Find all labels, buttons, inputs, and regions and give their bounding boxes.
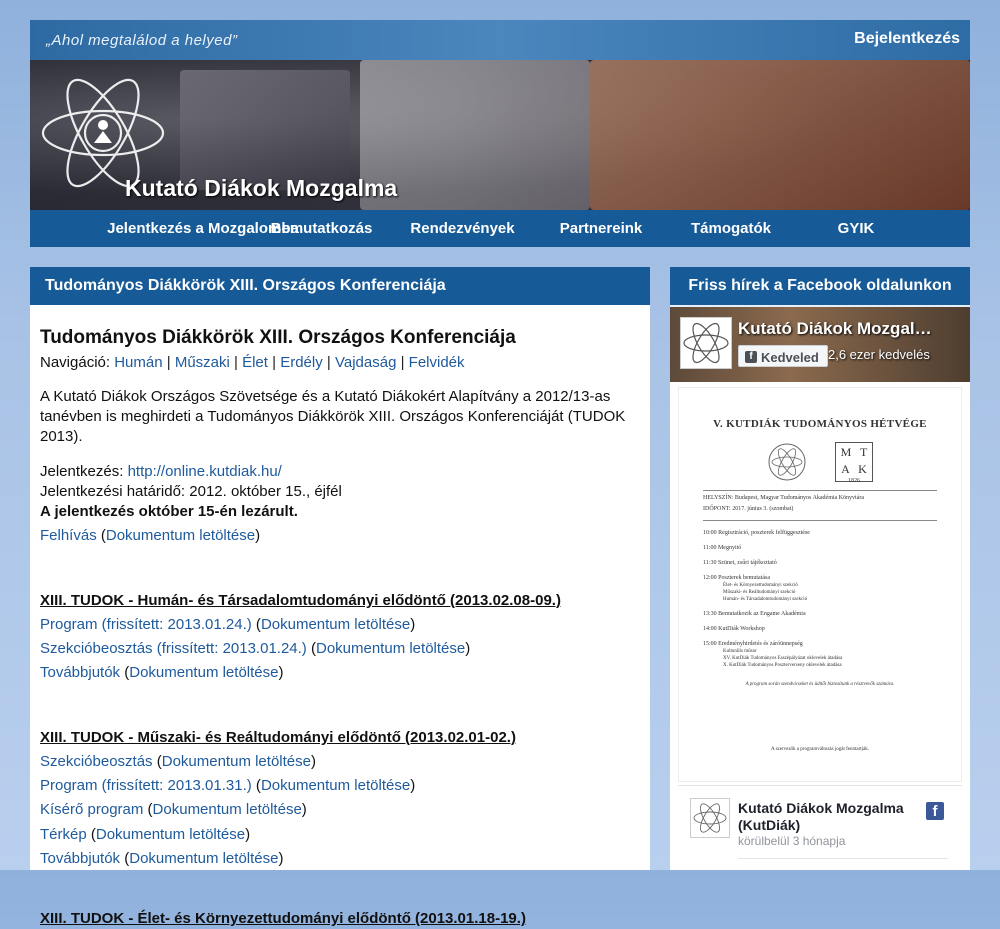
list-item: Program (frissített: 2013.01.24.) (Dokumentum letöltése) bbox=[40, 615, 416, 633]
poster-footer: A szervezők a programváltozás jogát fenntartják. bbox=[770, 747, 869, 752]
facebook-widget bbox=[670, 307, 970, 870]
registration-label: Jelentkezés: bbox=[40, 462, 124, 480]
nav-item-about[interactable]: Bemutatkozás bbox=[270, 220, 373, 237]
poster-program-sub: Élet- és Környezettudományi szekció bbox=[723, 583, 798, 588]
fb-cover-photo bbox=[670, 307, 970, 382]
poster-program-row: 13:30 Bemutatkozik az Engame Akadémia bbox=[703, 611, 806, 617]
fb-page-name[interactable]: Kutató Diákok Mozgal… bbox=[738, 319, 932, 338]
article bbox=[30, 305, 650, 929]
nav-item-events[interactable]: Rendezvények bbox=[410, 220, 515, 237]
poster-program-sub: X. KutDiák Tudományos Poszterverseny oklevelek átadása bbox=[723, 663, 842, 668]
sidebar-box-title: Friss hírek a Facebook oldalunkon bbox=[670, 267, 970, 305]
poster-logos bbox=[679, 442, 961, 482]
header-top-strip bbox=[30, 20, 970, 60]
section-title-muszaki: XIII. TUDOK - Műszaki- és Reáltudományi elődöntő (2013.02.01-02.) bbox=[40, 728, 516, 746]
fb-post-page-name[interactable] bbox=[738, 800, 904, 834]
main-content-box bbox=[30, 267, 650, 928]
nav-item-faq[interactable]: GYIK bbox=[837, 220, 875, 237]
poster-program-row: 11:30 Szünet, zsűri tájékoztató bbox=[703, 560, 777, 566]
fb-post-divider bbox=[738, 858, 948, 859]
fb-page-logo[interactable] bbox=[680, 317, 732, 369]
poster-program-row: 12:00 Poszterek bemutatása bbox=[703, 575, 770, 581]
nav-item-join[interactable]: Jelentkezés a Mozgalomba bbox=[107, 220, 299, 237]
poster-program-row: 15:00 Eredményhirdetés és záróünnepség bbox=[703, 641, 803, 647]
nav-link-muszaki[interactable]: Műszaki bbox=[174, 353, 230, 371]
fb-like-button[interactable] bbox=[738, 345, 828, 367]
nav-link-vajdasag[interactable]: Vajdaság bbox=[334, 353, 397, 371]
poster-title: V. KUTDIÁK TUDOMÁNYOS HÉTVÉGE bbox=[713, 418, 927, 430]
navigation-label: Navigáció: bbox=[40, 353, 111, 371]
fb-post-avatar[interactable] bbox=[690, 798, 730, 838]
fb-like-label: Kedveled bbox=[761, 349, 819, 365]
header-banner-image bbox=[30, 60, 970, 210]
download-link[interactable]: Dokumentum letöltése bbox=[152, 801, 302, 819]
download-link[interactable]: Dokumentum letöltése bbox=[260, 615, 411, 633]
poster-program-row: 14:00 KutDiák Workshop bbox=[703, 626, 765, 632]
nav-link-human[interactable]: Humán bbox=[114, 353, 163, 371]
section-title-elet: XIII. TUDOK - Élet- és Környezettudományi elődöntő (2013.01.18-19.) bbox=[40, 910, 526, 928]
download-link[interactable]: Dokumentum letöltése bbox=[129, 664, 279, 682]
nav-item-sponsors[interactable]: Támogatók bbox=[690, 220, 771, 237]
poster-program-sub: Műszaki- és Reáltudományi szekció bbox=[723, 590, 796, 595]
mtak-label: M T A K bbox=[840, 445, 868, 476]
list-item: Program (frissített: 2013.01.31.) (Dokumentum letöltése) bbox=[40, 777, 416, 795]
section-link[interactable]: Kísérő program bbox=[40, 801, 144, 819]
site-slogan: „Ahol megtalálod a helyed” bbox=[46, 32, 238, 49]
poster-divider bbox=[703, 490, 937, 491]
section-link[interactable]: Továbbjutók bbox=[40, 664, 121, 682]
atom-logo-icon bbox=[767, 442, 807, 482]
poster-program-row: 10:00 Regisztráció, poszterek felfüggesztése bbox=[703, 530, 810, 536]
atom-logo-icon bbox=[681, 318, 731, 368]
facebook-icon: f bbox=[745, 351, 757, 363]
poster-program-sub: Humán- és Társadalomtudományi szekció bbox=[723, 597, 808, 602]
list-item: Térkép (Dokumentum letöltése) bbox=[40, 825, 251, 843]
fb-likes-count: 2,6 ezer kedvelés bbox=[828, 347, 930, 362]
intro-paragraph: A Kutató Diákok Országos Szövetsége és a Kutató Diákokért Alapítvány a 2012/13-as tanévben is meghirdeti a Tudományos Diákkörök XIII. Országos Konferenciáját (TUDOK 2013). bbox=[40, 387, 626, 446]
poster-note: A program során szendvicseket és üdítőt biztosítunk a résztvevők számára. bbox=[745, 682, 895, 687]
section-title-human: XIII. TUDOK - Humán- és Társadalomtudományi elődöntő (2013.02.08-09.) bbox=[40, 591, 561, 609]
facebook-icon[interactable]: f bbox=[926, 802, 944, 820]
mtak-year: 1826 bbox=[848, 478, 860, 484]
fb-post-timestamp[interactable]: körülbelül 3 hónapja bbox=[738, 834, 846, 848]
download-link[interactable]: Dokumentum letöltése bbox=[315, 640, 466, 658]
section-link[interactable]: Továbbjutók bbox=[40, 849, 121, 867]
fb-post-name-line1: Kutató Diákok Mozgalma bbox=[738, 800, 904, 816]
download-link[interactable]: Dokumentum letöltése bbox=[129, 849, 279, 867]
list-item: Szekcióbeosztás (frissített: 2013.01.24.) (Dokumentum letöltése) bbox=[40, 640, 471, 658]
poster-date: IDŐPONT: 2017. június 3. (szombat) bbox=[703, 506, 794, 512]
mtak-logo-icon bbox=[835, 442, 873, 482]
poster-program-sub: Kulturális műsor bbox=[723, 649, 757, 654]
main-box-title: Tudományos Diákkörök XIII. Országos Konferenciája bbox=[30, 267, 650, 305]
article-title: Tudományos Diákkörök XIII. Országos Konferenciája bbox=[40, 327, 516, 348]
section-link[interactable]: Szekcióbeosztás bbox=[40, 752, 153, 770]
poster-divider bbox=[703, 520, 937, 521]
article-navigation: Navigáció: Humán | Műszaki | Élet | Erdély | Vajdaság | Felvidék bbox=[40, 353, 465, 371]
list-item: Továbbjutók (Dokumentum letöltése) bbox=[40, 664, 284, 682]
callout-line: Felhívás (Dokumentum letöltése) bbox=[40, 527, 261, 545]
nav-link-elet[interactable]: Élet bbox=[242, 353, 268, 371]
section-link[interactable]: Program (frissített: 2013.01.31.) bbox=[40, 777, 252, 795]
main-nav bbox=[30, 210, 970, 247]
registration-link[interactable]: http://online.kutdiak.hu/ bbox=[127, 462, 282, 480]
section-link[interactable]: Szekcióbeosztás (frissített: 2013.01.24.) bbox=[40, 640, 307, 658]
download-link[interactable]: Dokumentum letöltése bbox=[161, 752, 311, 770]
section-link[interactable]: Program (frissített: 2013.01.24.) bbox=[40, 615, 252, 633]
list-item: Szekcióbeosztás (Dokumentum letöltése) bbox=[40, 752, 316, 770]
registration-line bbox=[40, 462, 640, 482]
callout-download-link[interactable]: Dokumentum letöltése bbox=[105, 527, 256, 545]
callout-link[interactable]: Felhívás bbox=[40, 527, 97, 545]
atom-logo-icon bbox=[691, 799, 729, 837]
nav-link-felvidek[interactable]: Felvidék bbox=[408, 353, 465, 371]
nav-item-partners[interactable]: Partnereink bbox=[559, 220, 643, 237]
site-title: Kutató Diákok Mozgalma bbox=[125, 175, 398, 201]
list-item: Továbbjutók (Dokumentum letöltése) bbox=[40, 849, 284, 867]
poster-venue: HELYSZÍN: Budapest, Magyar Tudományos Akadémia Könyvtára bbox=[703, 495, 865, 501]
banner-photo-audience bbox=[180, 70, 350, 190]
fb-post-name-line2: (KutDiák) bbox=[738, 816, 801, 833]
section-link[interactable]: Térkép bbox=[40, 825, 87, 843]
registration-closed-notice: A jelentkezés október 15-én lezárult. bbox=[40, 503, 298, 521]
download-link[interactable]: Dokumentum letöltése bbox=[260, 777, 411, 795]
poster-program-row: 11:00 Megnyitó bbox=[703, 545, 742, 551]
download-link[interactable]: Dokumentum letöltése bbox=[95, 825, 246, 843]
login-link[interactable]: Bejelentkezés bbox=[854, 30, 960, 47]
list-item: Kísérő program (Dokumentum letöltése) bbox=[40, 801, 307, 819]
site-header bbox=[30, 20, 970, 247]
banner-photo-students bbox=[590, 60, 970, 210]
fb-post-image-poster[interactable] bbox=[678, 387, 962, 782]
registration-deadline: Jelentkezési határidő: 2012. október 15., éjfél bbox=[40, 482, 342, 500]
nav-link-erdely[interactable]: Erdély bbox=[280, 353, 323, 371]
sidebar-facebook-box bbox=[670, 267, 970, 870]
poster-program-sub: XV. KutDiák Tudományos Esszépályázat oklevelek átadása bbox=[723, 656, 843, 661]
fb-post-header bbox=[678, 785, 962, 870]
